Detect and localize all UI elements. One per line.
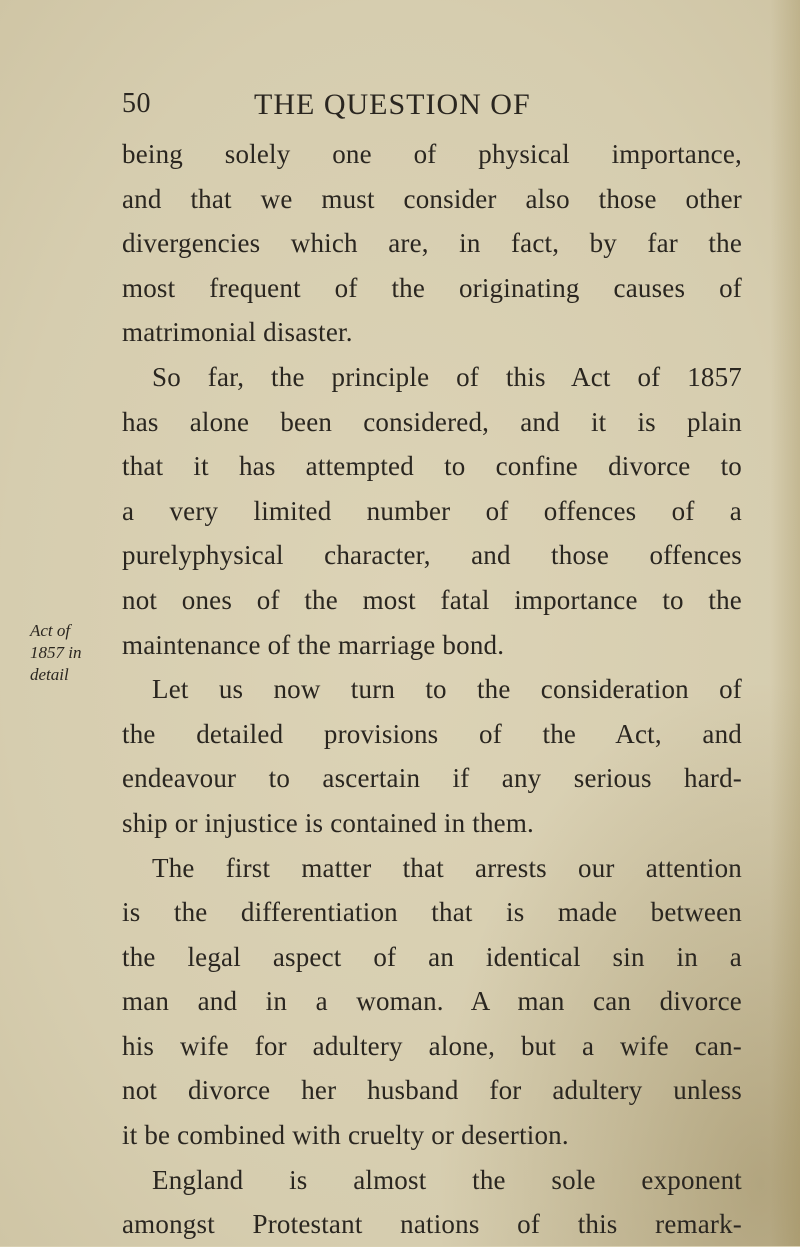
body-text bbox=[122, 132, 742, 1247]
text-line: Let us now turn to the consideration of bbox=[152, 674, 742, 705]
text-line: that it has attempted to confine divorce to bbox=[122, 451, 742, 482]
text-line: being solely one of physical importance, bbox=[122, 139, 742, 169]
text-line: divergencies which are, in fact, by far the bbox=[122, 228, 742, 259]
margin-note-line: Act of bbox=[30, 621, 71, 640]
text-line: his wife for adultery alone, but a wife can- bbox=[122, 1030, 742, 1061]
text-line: has alone been considered, and it is plain bbox=[122, 406, 742, 437]
text-line: England is almost the sole exponent bbox=[152, 1164, 742, 1195]
text-line: most frequent of the originating causes of bbox=[122, 272, 742, 303]
text-line: endeavour to ascertain if any serious hard- bbox=[122, 763, 742, 794]
text-line: The first matter that arrests our attention bbox=[152, 852, 742, 883]
text-line: amongst Protestant nations of this remark- bbox=[122, 1209, 742, 1240]
text-line: the legal aspect of an identical sin in a bbox=[122, 941, 742, 972]
margin-note-line: 1857 in bbox=[30, 643, 82, 662]
text-line: purelyphysical character, and those offences bbox=[122, 540, 742, 571]
margin-note bbox=[30, 620, 108, 686]
text-line: and that we must consider also those other bbox=[122, 183, 742, 214]
text-line: ship or injustice is contained in them. bbox=[122, 807, 534, 838]
page-header bbox=[122, 88, 742, 128]
page-edge-shadow bbox=[770, 0, 800, 1246]
text-line: the detailed provisions of the Act, and bbox=[122, 718, 742, 749]
text-line: is the differentiation that is made between bbox=[122, 897, 742, 928]
text-line: maintenance of the marriage bond. bbox=[122, 629, 505, 660]
text-line: a very limited number of offences of a bbox=[122, 495, 742, 526]
text-line: it be combined with cruelty or desertion. bbox=[122, 1120, 569, 1151]
page-number: 50 bbox=[122, 88, 151, 119]
running-head: THE QUESTION OF bbox=[254, 88, 531, 121]
text-line: not ones of the most fatal importance to the bbox=[122, 584, 742, 615]
text-line: So far, the principle of this Act of 1857 bbox=[152, 361, 742, 392]
text-line: not divorce her husband for adultery unless bbox=[122, 1075, 742, 1106]
text-line: matrimonial disaster. bbox=[122, 317, 353, 348]
margin-note-line: detail bbox=[30, 665, 69, 684]
text-line: man and in a woman. A man can divorce bbox=[122, 986, 742, 1017]
